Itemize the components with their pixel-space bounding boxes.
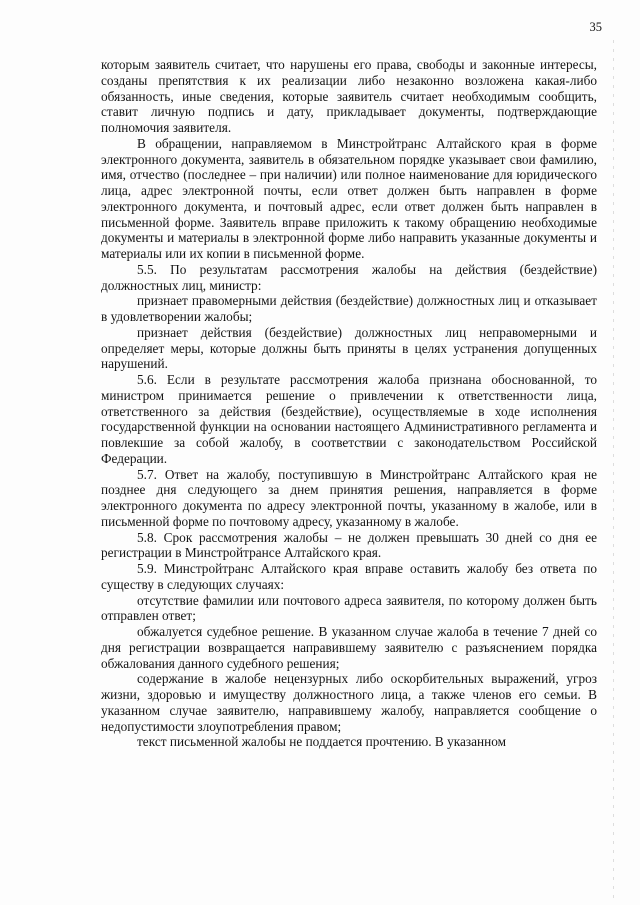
paragraph: признает правомерными действия (бездействие) должностных лиц и отказывает в удовлетворении жалобы;	[101, 293, 597, 324]
paragraph: признает действия (бездействие) должностных лиц неправомерными и определяет меры, которые должны быть приняты в целях устранения допущенных нарушений.	[101, 324, 597, 372]
paragraph: текст письменной жалобы не поддается прочтению. В указанном	[137, 734, 507, 750]
paragraph: 5.7. Ответ на жалобу, поступившую в Минстройтранс Алтайского края не позднее дня следующего за днем принятия решения, направляется в форме электронного документа по адресу электронной почты, указанному в жалобе, или в письменной форме по почтовому адресу, указанному в жалобе.	[101, 466, 597, 529]
paragraph: обжалуется судебное решение. В указанном случае жалоба в течение 7 дней со дня регистрации возвращается направившему заявителю с разъяснением порядка обжалования данного судебного решения;	[101, 624, 597, 671]
paragraph: В обращении, направляемом в Минстройтранс Алтайского края в форме электронного документа, заявитель в обязательном порядке указывает свои фамилию, имя, отчество (последнее – при наличии) или полное наименование для юридического лица, адрес электронной почты, если ответ должен быть направлен в форме электронного документа, и почтовый адрес, если ответ должен быть направлен в письменной форме. Заявитель вправе приложить к такому обращению необходимые документы и материалы в электронной форме либо направить указанные документы и материалы или их копии в письменной форме.	[101, 135, 597, 261]
page-number: 35	[589, 20, 602, 34]
paragraph: 5.9. Минстройтранс Алтайского края вправе оставить жалобу без ответа по существу в следующих случаях:	[101, 561, 597, 592]
paragraph: 5.5. По результатам рассмотрения жалобы на действия (бездействие) должностных лиц, министр:	[101, 261, 597, 293]
paragraph: 5.6. Если в результате рассмотрения жалоба признана обоснованной, то министром принимается решение о привлечении к ответственности лица, ответственного за действия (бездействие), осуществляемые в ходе исполнения государственной функции на основании настоящего Административного регламента и повлекшие за собой жалобу, в соответствии с законодательством Российской Федерации.	[101, 372, 597, 466]
paragraph: отсутствие фамилии или почтового адреса заявителя, по которому должен быть отправлен ответ;	[101, 592, 597, 624]
paragraph: которым заявитель считает, что нарушены его права, свободы и законные интересы, созданы препятствия к их реализации либо незаконно возложена какая-либо обязанность, иные сведения, которые заявитель считает необходимым сообщить, ставит личную подпись и дату, прикладывает документы, подтверждающие полномочия заявителя.	[101, 57, 597, 135]
scan-edge-artifact	[613, 40, 614, 900]
paragraph: 5.8. Срок рассмотрения жалобы – не должен превышать 30 дней со дня ее регистрации в Минстройтрансе Алтайского края.	[101, 529, 597, 561]
document-body	[101, 57, 597, 750]
paragraph: содержание в жалобе нецензурных либо оскорбительных выражений, угроз жизни, здоровью и имуществу должностного лица, а также членов его семьи. В указанном случае заявителю, направившему жалобу, направляется сообщение о недопустимости злоупотребления правом;	[101, 671, 597, 734]
